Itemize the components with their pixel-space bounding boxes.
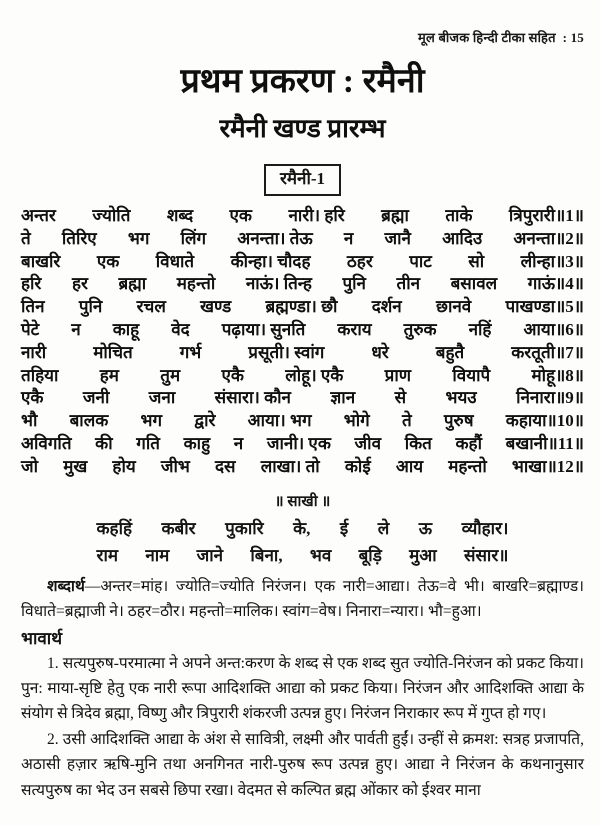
verse-word: मुख bbox=[63, 456, 88, 476]
sakhi-word: पुकारि bbox=[225, 518, 264, 538]
verse-word: आय bbox=[395, 456, 424, 476]
verse-word: पाखण्डा॥5॥ bbox=[505, 297, 584, 317]
verse-word: जनी bbox=[82, 388, 110, 408]
verse-word: लाखा। तो bbox=[260, 456, 320, 476]
sakhi-word: संसार॥ bbox=[463, 545, 509, 565]
verse-line bbox=[21, 433, 584, 456]
verse-word: अनन्ता। तेऊ bbox=[237, 228, 313, 248]
running-header bbox=[21, 30, 584, 46]
verse-word: लिंग bbox=[180, 228, 207, 248]
sakhi-word: कहहिं bbox=[96, 518, 133, 538]
sakhi-word: मुआ bbox=[409, 545, 437, 565]
verse-word: पाट bbox=[409, 251, 432, 271]
verse-word: काहू bbox=[112, 319, 140, 339]
verse-line bbox=[21, 251, 584, 274]
verse-word: एकै bbox=[21, 388, 44, 408]
verse-word: अविगति bbox=[21, 433, 72, 453]
running-header-book-title: मूल बीजक हिन्दी टीका सहित bbox=[418, 30, 556, 45]
verse-word: आया। भग bbox=[247, 411, 312, 431]
verse-word: नारी bbox=[21, 342, 47, 362]
sakhi-word: भव bbox=[309, 545, 332, 565]
verse-word: न bbox=[343, 228, 354, 248]
verse-word: एकै bbox=[221, 365, 244, 385]
bhavarth-heading: भावार्थ bbox=[21, 628, 63, 648]
shabdarth-label: शब्दार्थ bbox=[47, 577, 85, 595]
verse-word: पुरुष bbox=[443, 411, 474, 431]
sakhi-word: बूड़ि bbox=[358, 545, 382, 565]
running-header-separator: : bbox=[562, 30, 568, 45]
verse-word: संसारा। कौन bbox=[214, 388, 291, 408]
verse-line bbox=[21, 319, 584, 342]
verse-block bbox=[21, 205, 584, 479]
verse-word: छानवे bbox=[436, 297, 472, 317]
verse-word: कहौं bbox=[455, 433, 482, 453]
verse-word: कोई bbox=[344, 456, 371, 476]
verse-word: महन्तो bbox=[448, 456, 487, 476]
verse-word: आया॥6॥ bbox=[523, 319, 584, 339]
verse-word: पुनि bbox=[342, 274, 366, 294]
verse-word: ठहर bbox=[346, 251, 373, 271]
verse-word: से bbox=[394, 388, 407, 408]
sakhi-word: ई bbox=[339, 518, 349, 538]
verse-word: निनारा॥9॥ bbox=[516, 388, 584, 408]
verse-word: नाऊं। तिन्ह bbox=[245, 274, 312, 294]
sakhi-word: के, bbox=[293, 518, 311, 538]
verse-word: ब्रह्मा bbox=[118, 274, 147, 294]
verse-word: न bbox=[71, 319, 81, 339]
sakhi-word: राम bbox=[96, 545, 119, 565]
verse-word: सो bbox=[468, 251, 485, 271]
chapter-title: प्रथम प्रकरण : रमैनी bbox=[180, 63, 425, 100]
verse-line bbox=[21, 342, 584, 365]
verse-word: तिरिए bbox=[61, 228, 97, 248]
verse-word: कहाया॥10॥ bbox=[505, 411, 584, 431]
verse-word: एक bbox=[229, 206, 252, 225]
verse-word: बहुतै bbox=[435, 342, 465, 362]
verse-word: काहु bbox=[183, 433, 211, 453]
verse-word: प्रसूती। स्वांग bbox=[248, 342, 325, 362]
verse-word: जो bbox=[21, 456, 39, 476]
verse-word: पेटे bbox=[21, 319, 40, 339]
verse-word: तहिया bbox=[21, 365, 59, 385]
verse-line bbox=[21, 365, 584, 388]
sakhi-word: ले bbox=[377, 518, 390, 538]
verse-word: पढ़ाया। सुनति bbox=[221, 319, 306, 339]
ramaini-number-box: रमैनी-1 bbox=[264, 164, 341, 196]
verse-word: भयउ bbox=[445, 388, 477, 408]
verse-word: जानी। एक bbox=[266, 433, 331, 453]
verse-word: बसावल bbox=[450, 274, 498, 294]
verse-line bbox=[21, 228, 584, 251]
running-header-page-number: 15 bbox=[570, 30, 584, 45]
verse-line bbox=[21, 387, 584, 410]
verse-word: गाऊं॥4॥ bbox=[527, 274, 584, 294]
verse-word: भोगे bbox=[343, 411, 370, 431]
verse-word: होय bbox=[112, 456, 136, 476]
verse-word: हम bbox=[99, 365, 119, 385]
verse-word: जीव bbox=[354, 433, 382, 453]
sakhi-lines bbox=[97, 515, 509, 569]
verse-word: ब्रह्मा bbox=[381, 206, 409, 225]
sakhi-word: ऊ bbox=[418, 518, 433, 538]
verse-word: धरे bbox=[371, 342, 389, 362]
sakhi-word: जाने bbox=[196, 545, 224, 565]
sakhi-line bbox=[97, 542, 509, 569]
verse-word: करतूती॥7॥ bbox=[511, 342, 584, 362]
verse-word: एक bbox=[96, 251, 120, 271]
verse-word: जना bbox=[148, 388, 176, 408]
sakhi-word: बिना, bbox=[250, 545, 283, 565]
verse-word: गति bbox=[136, 433, 160, 453]
verse-word: वियापै bbox=[452, 365, 491, 385]
verse-word: द्वारे bbox=[194, 411, 216, 431]
sakhi-word: कबीर bbox=[161, 518, 196, 538]
verse-word: दस bbox=[215, 456, 236, 476]
shabdarth-paragraph bbox=[21, 574, 584, 624]
verse-word: दर्शन bbox=[371, 297, 402, 317]
verse-word: ज्ञान bbox=[330, 388, 356, 408]
verse-word: लोहू। एकै bbox=[285, 365, 344, 385]
shabdarth-text: —अन्तर=मांह। ज्योति=ज्योति निरंजन। एक नारी=आद्या। तेऊ=वे भी। बाखरि=ब्रह्माण्ड। विधाते=ब्रह्माजी ने। ठहर=ठौर। महन्तो=मालिक। स्वांग=वेष। निनारा=न्यारा। भौ=हुआ। bbox=[21, 577, 584, 620]
verse-line bbox=[21, 296, 584, 319]
verse-word: न bbox=[233, 433, 244, 453]
verse-line bbox=[21, 456, 584, 479]
sakhi-heading: ॥ साखी ॥ bbox=[274, 493, 331, 510]
verse-word: बखानी॥11॥ bbox=[505, 433, 584, 453]
bhavarth-paragraph: 1. सत्यपुरुष-परमात्मा ने अपने अन्त:करण के शब्द से एक शब्द सुत ज्योति-निरंजन को प्रकट किया। पुन: माया-सृष्टि हेतु एक नारी रूपा आदिशक्ति आद्या को प्रकट किया। निरंजन और आदिशक्ति आद्या के संयोग से त्रिदेव ब्रह्मा, विष्णु और त्रिपुरारी शंकरजी उत्पन्न हुए। निरंजन निराकार रूप में गुप्त हो गए। bbox=[21, 654, 584, 723]
verse-line bbox=[21, 205, 584, 228]
section-start-title: रमैनी खण्ड प्रारम्भ bbox=[219, 114, 386, 143]
verse-word: कराय bbox=[337, 319, 372, 339]
verse-word: बालक bbox=[69, 411, 109, 431]
verse-word: प्राण bbox=[384, 365, 412, 385]
verse-word: अन्तर bbox=[21, 206, 56, 225]
verse-word: गर्भ bbox=[179, 342, 202, 362]
verse-word: खण्ड bbox=[200, 297, 232, 317]
sakhi-word: नाम bbox=[145, 545, 170, 565]
verse-line bbox=[21, 273, 584, 296]
verse-word: पुनि bbox=[78, 297, 103, 317]
sakhi-line bbox=[97, 515, 509, 542]
verse-word: ब्रह्मण्डा। छौ bbox=[265, 297, 338, 317]
verse-word: हर bbox=[71, 274, 88, 294]
verse-word: ते bbox=[401, 411, 412, 431]
bhavarth-paragraph: 2. उसी आदिशक्ति आद्या के अंश से सावित्री, लक्ष्मी और पार्वती हुईं। उन्हीं से क्रमश: सत्रह प्रजापति, अठासी हज़ार ऋषि-मुनि तथा अनगिनत नारी-पुरुष रूप उत्पन्न हुए। आद्या ने निरंजन के कथनानुसार सत्यपुरुष का भेद उन सबसे छिपा रखा। वेदमत से कल्पित ब्रह्म ओंकार को ईश्वर माना bbox=[21, 730, 584, 799]
bhavarth-paragraphs bbox=[21, 651, 584, 803]
verse-word: जानै bbox=[384, 228, 411, 248]
verse-word: ज्योति bbox=[92, 206, 131, 225]
verse-word: तुरुक bbox=[403, 319, 437, 339]
verse-word: महन्तो bbox=[176, 274, 216, 294]
verse-line bbox=[21, 410, 584, 433]
verse-word: त्रिपुरारी॥1॥ bbox=[508, 206, 584, 225]
verse-word: तीन bbox=[396, 274, 421, 294]
verse-word: ते bbox=[21, 228, 31, 248]
verse-word: भग bbox=[127, 228, 150, 248]
verse-word: शब्द bbox=[166, 206, 194, 225]
verse-word: नहिं bbox=[468, 319, 492, 339]
verse-word: तिन bbox=[21, 297, 45, 317]
verse-word: कित bbox=[404, 433, 432, 453]
verse-word: अनन्ता॥2॥ bbox=[513, 228, 584, 248]
verse-word: जीभ bbox=[160, 456, 190, 476]
verse-word: हरि bbox=[21, 274, 42, 294]
verse-word: लीन्हा॥3॥ bbox=[520, 251, 584, 271]
verse-word: भौ bbox=[21, 411, 38, 431]
verse-word: की bbox=[95, 433, 113, 453]
verse-word: बाखरि bbox=[21, 251, 61, 271]
verse-word: वेद bbox=[171, 319, 190, 339]
verse-word: भग bbox=[140, 411, 163, 431]
sakhi-word: व्यौहार। bbox=[461, 518, 509, 538]
verse-word: आदिउ bbox=[442, 228, 483, 248]
verse-word: भाखा॥12॥ bbox=[511, 456, 584, 476]
verse-word: नारी। हरि bbox=[288, 206, 345, 225]
verse-word: ताके bbox=[445, 206, 473, 225]
verse-word: तुम bbox=[160, 365, 181, 385]
verse-word: रचल bbox=[136, 297, 166, 317]
verse-word: कीन्हा। चौदह bbox=[230, 251, 311, 271]
verse-word: मोहू॥8॥ bbox=[531, 365, 584, 385]
verse-word: मोचित bbox=[93, 342, 133, 362]
verse-word: विधाते bbox=[155, 251, 195, 271]
